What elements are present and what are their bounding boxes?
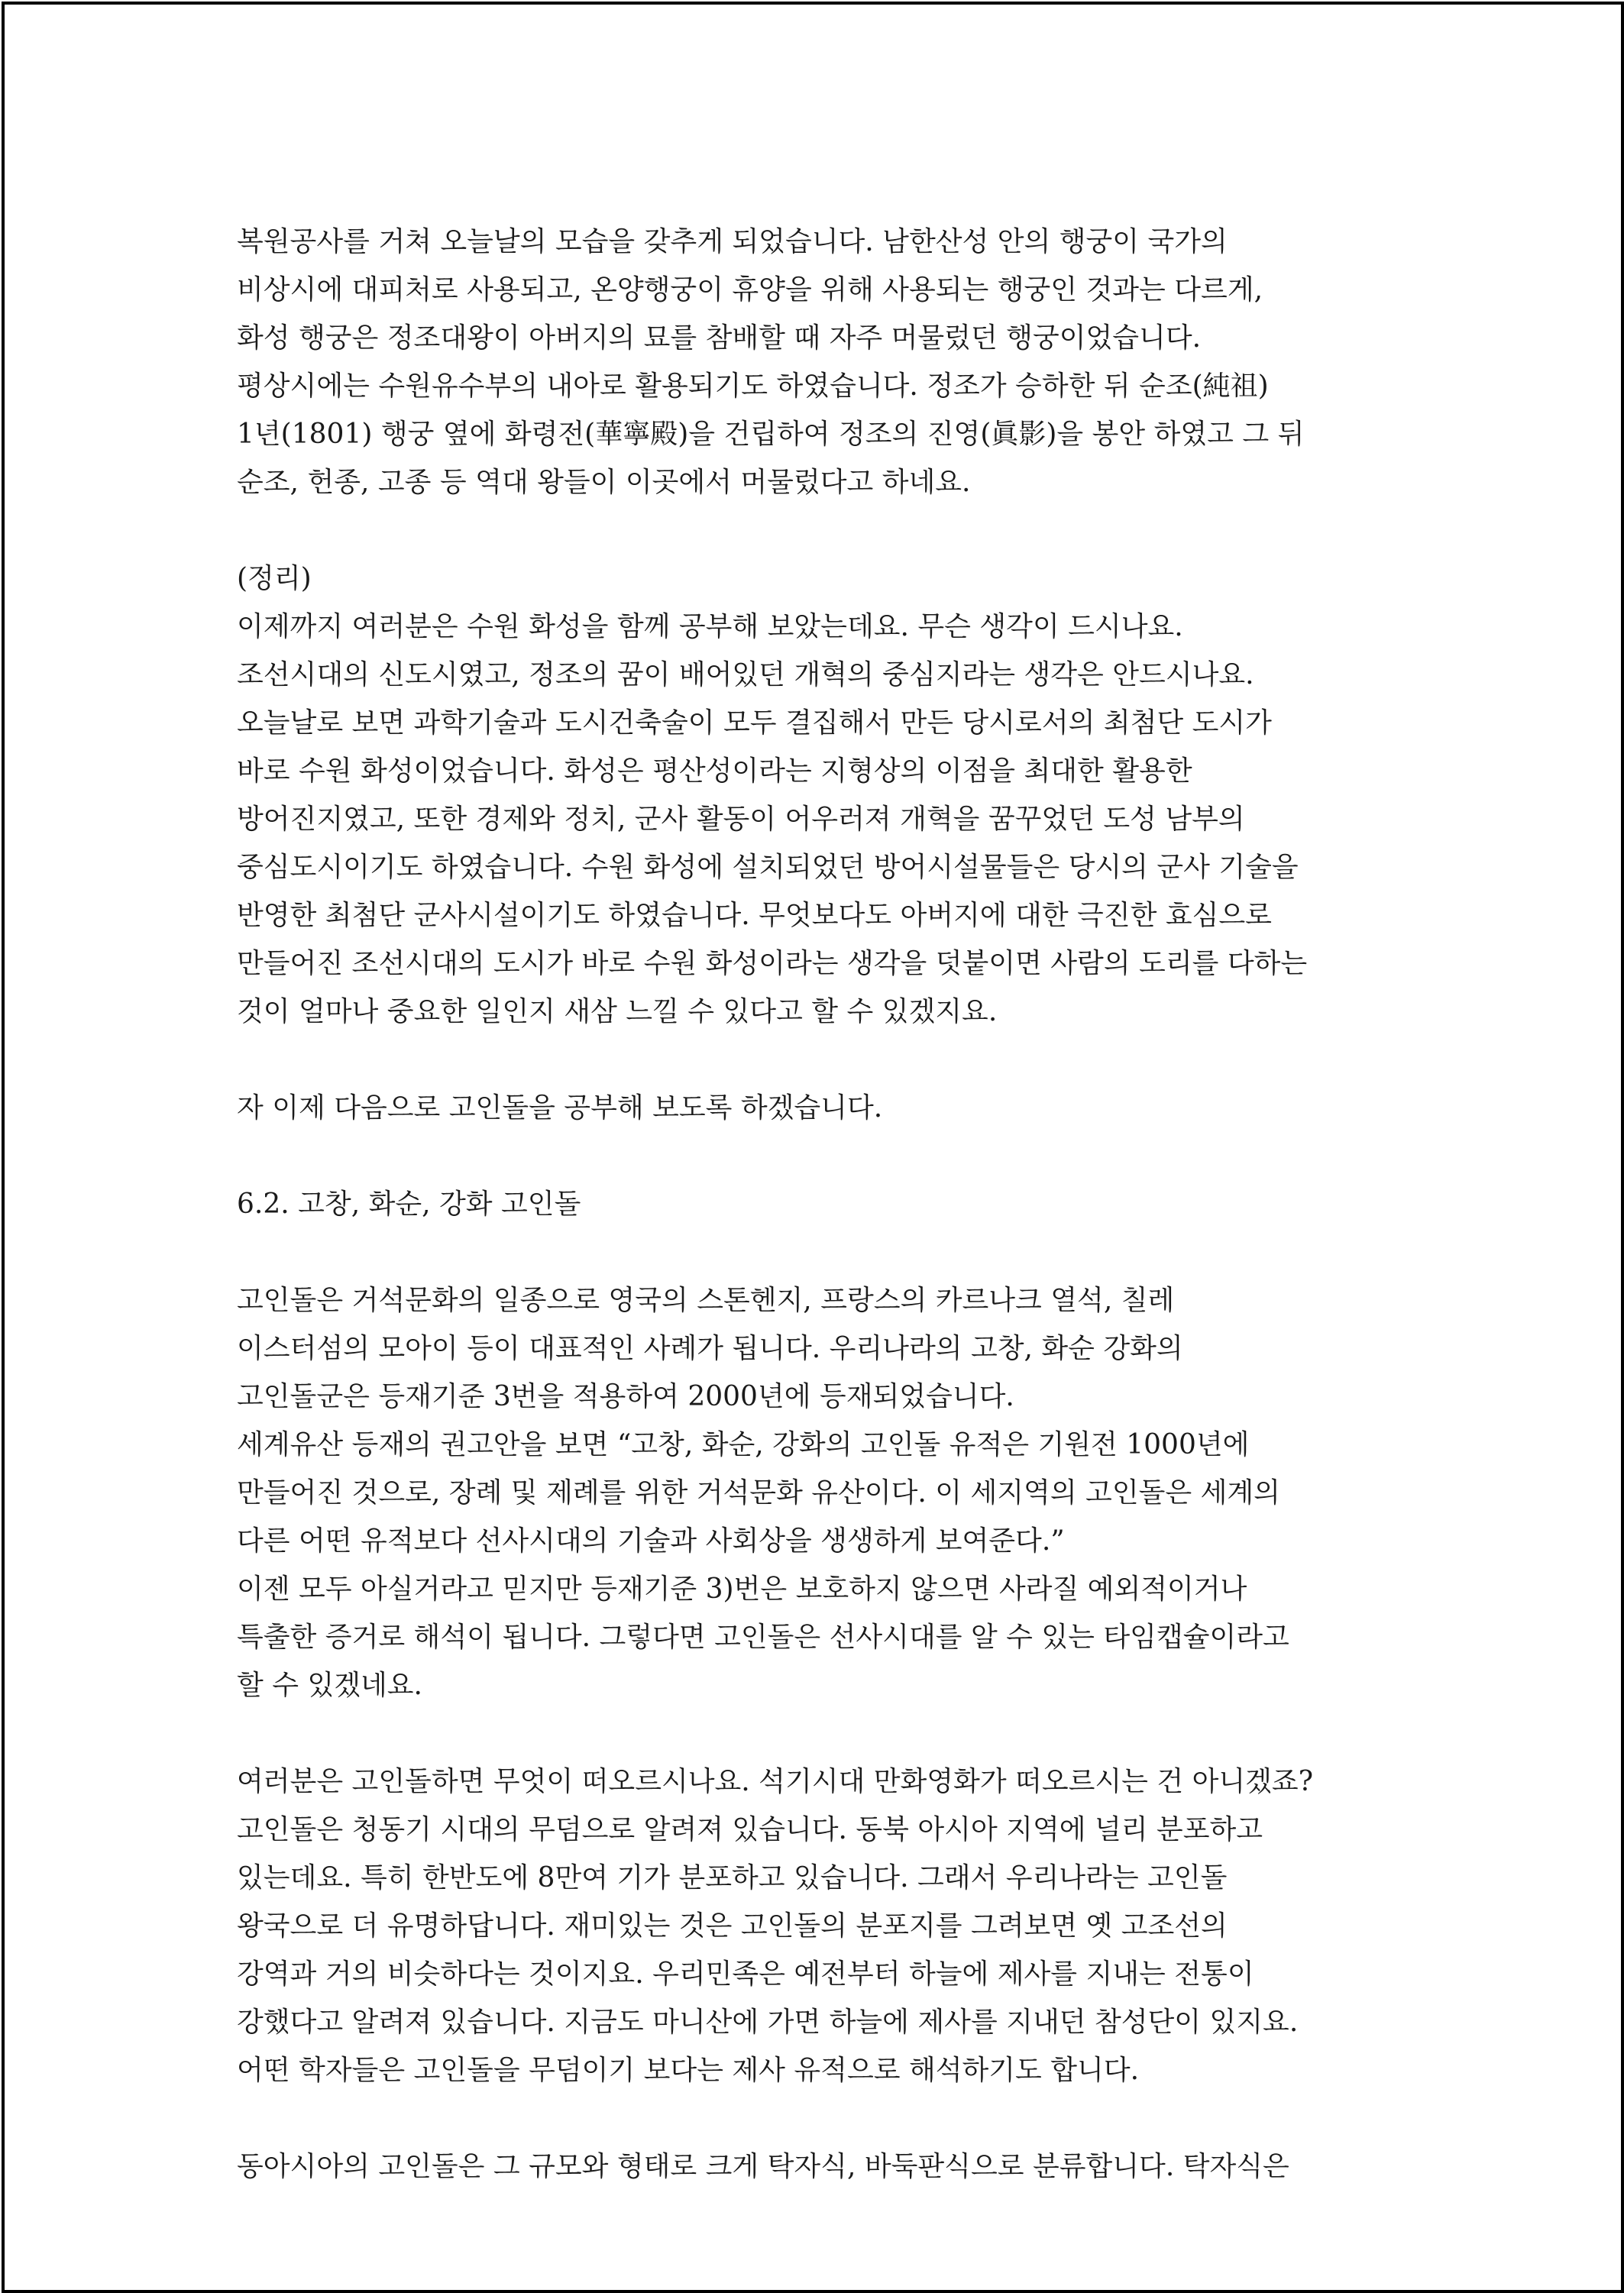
text-line: 방어진지였고, 또한 경제와 정치, 군사 활동이 어우러져 개혁을 꿈꾸었던 도성 남부의 <box>237 804 1245 835</box>
text-line: 특출한 증거로 해석이 됩니다. 그렇다면 고인돌은 선사시대를 알 수 있는 타임캡슐이라고 <box>237 1622 1289 1653</box>
text-line: 비상시에 대피처로 사용되고, 온양행궁이 휴양을 위해 사용되는 행궁인 것과는 다르게, <box>237 274 1263 306</box>
text-line: 있는데요. 특히 한반도에 8만여 기가 분포하고 있습니다. 그래서 우리나라는 고인돌 <box>237 1862 1228 1894</box>
text-line: 강했다고 알려져 있습니다. 지금도 마니산에 가면 하늘에 제사를 지내던 참성단이 있지요. <box>237 2007 1299 2038</box>
text-line: 중심도시이기도 하였습니다. 수원 화성에 설치되었던 방어시설물들은 당시의 군사 기술을 <box>237 852 1299 883</box>
text-line: 자 이제 다음으로 고인돌을 공부해 보도록 하겠습니다. <box>237 1092 883 1124</box>
paragraph-gap <box>237 2094 1383 2143</box>
text-line: 고인돌군은 등재기준 3번을 적용하여 2000년에 등재되었습니다. <box>237 1381 1014 1412</box>
text-line: 강역과 거의 비슷하다는 것이지요. 우리민족은 예전부터 하늘에 제사를 지내는 전통이 <box>237 1958 1254 1990</box>
text-line: (정리) <box>237 563 312 594</box>
text-line: 만들어진 것으로, 장례 및 제례를 위한 거석문화 유산이다. 이 세지역의 고인돌은 세계의 <box>237 1477 1280 1509</box>
text-line: 세계유산 등재의 권고안을 보면 “고창, 화순, 강화의 고인돌 유적은 기원전 1000년에 <box>237 1429 1250 1460</box>
text-line: 이젠 모두 아실거라고 믿지만 등재기준 3)번은 보호하지 않으면 사라질 예외적이거나 <box>237 1573 1247 1605</box>
text-line: 다른 어떤 유적보다 선사시대의 기술과 사회상을 생생하게 보여준다.” <box>237 1525 1065 1557</box>
text-line: 만들어진 조선시대의 도시가 바로 수원 화성이라는 생각을 덧붙이면 사람의 도리를 다하는 <box>237 948 1308 979</box>
text-line: 반영한 최첨단 군사시설이기도 하였습니다. 무엇보다도 아버지에 대한 극진한 효심으로 <box>237 900 1272 931</box>
paragraph-gap <box>237 1132 1383 1180</box>
text-line: 오늘날로 보면 과학기술과 도시건축술이 모두 결집해서 만든 당시로서의 최첨단 도시가 <box>237 707 1272 739</box>
text-line: 고인돌은 거석문화의 일종으로 영국의 스톤헨지, 프랑스의 카르나크 열석, 칠레 <box>237 1285 1175 1316</box>
text-line: 할 수 있겠네요. <box>237 1670 422 1701</box>
text-line: 1년(1801) 행궁 옆에 화령전(華寧殿)을 건립하여 정조의 진영(眞影)을 봉안 하였고 그 뒤 <box>237 419 1305 450</box>
text-line: 6.2. 고창, 화순, 강화 고인돌 <box>237 1189 581 1220</box>
text-line: 이제까지 여러분은 수원 화성을 함께 공부해 보았는데요. 무슨 생각이 드시나요. <box>237 611 1183 642</box>
text-line: 평상시에는 수원유수부의 내아로 활용되기도 하였습니다. 정조가 승하한 뒤 순조(純祖) <box>237 370 1269 402</box>
text-line: 순조, 헌종, 고종 등 역대 왕들이 이곳에서 머물렀다고 하네요. <box>237 467 971 498</box>
text-line: 어떤 학자들은 고인돌을 무덤이기 보다는 제사 유적으로 해석하기도 합니다. <box>237 2055 1140 2086</box>
paragraph-gap <box>237 1228 1383 1276</box>
paragraph-gap <box>237 506 1383 555</box>
text-line: 고인돌은 청동기 시대의 무덤으로 알려져 있습니다. 동북 아시아 지역에 널리 분포하고 <box>237 1814 1263 1845</box>
text-line: 이스터섬의 모아이 등이 대표적인 사례가 됩니다. 우리나라의 고창, 화순 강화의 <box>237 1333 1183 1364</box>
paragraph-gap <box>237 1709 1383 1758</box>
text-line: 조선시대의 신도시였고, 정조의 꿈이 배어있던 개혁의 중심지라는 생각은 안드시나요. <box>237 659 1254 690</box>
text-line: 동아시아의 고인돌은 그 규모와 형태로 크게 탁자식, 바둑판식으로 분류합니다. 탁자식은 <box>237 2151 1289 2182</box>
paragraph-gap <box>237 1036 1383 1084</box>
text-line: 복원공사를 거쳐 오늘날의 모습을 갖추게 되었습니다. 남한산성 안의 행궁이 국가의 <box>237 226 1228 257</box>
text-line: 바로 수원 화성이었습니다. 화성은 평산성이라는 지형상의 이점을 최대한 활용한 <box>237 755 1192 787</box>
text-line: 것이 얼마나 중요한 일인지 새삼 느낄 수 있다고 할 수 있겠지요. <box>237 996 998 1027</box>
document-body <box>237 218 1383 2191</box>
text-line: 화성 행궁은 정조대왕이 아버지의 묘를 참배할 때 자주 머물렀던 행궁이었습니다. <box>237 322 1202 354</box>
text-line: 여러분은 고인돌하면 무엇이 떠오르시나요. 석기시대 만화영화가 떠오르시는 건 아니겠죠? <box>237 1766 1314 1797</box>
text-line: 왕국으로 더 유명하답니다. 재미있는 것은 고인돌의 분포지를 그려보면 옛 고조선의 <box>237 1910 1228 1942</box>
